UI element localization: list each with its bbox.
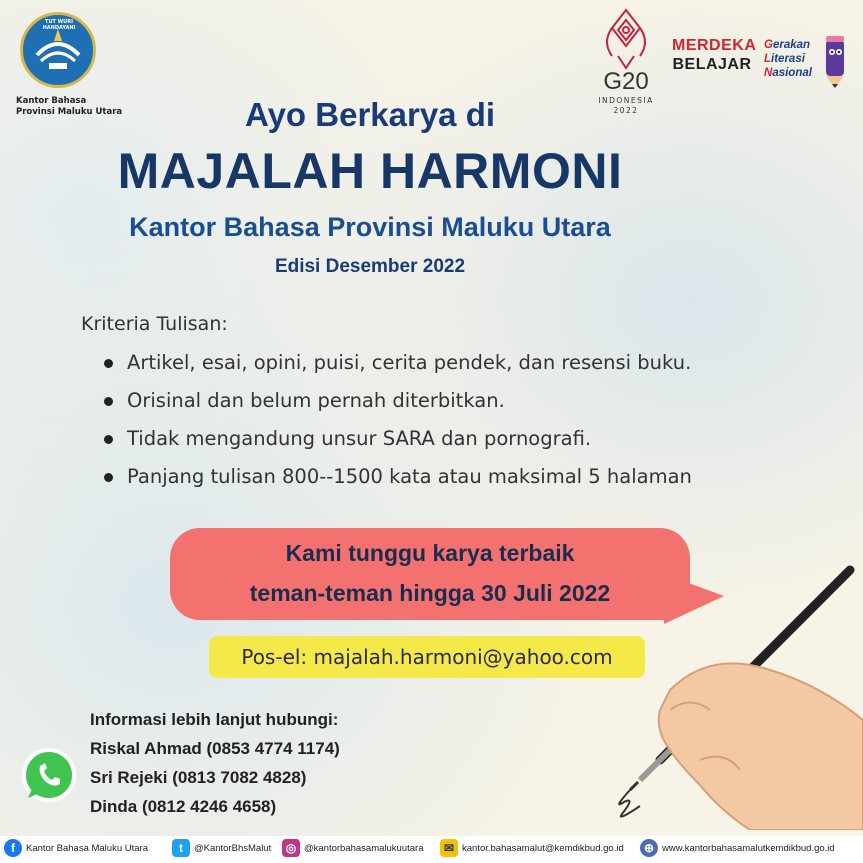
org-caption-line1: Kantor Bahasa [16,96,87,106]
criteria-text: Orisinal dan belum pernah diterbitkan. [127,389,505,412]
instagram-handle: @kantorbahasamalukuutara [304,842,424,854]
title-line1: Ayo Berkarya di [244,96,496,133]
gln-cap-g: G [764,39,773,51]
twitter-icon: t [172,839,190,857]
merdeka-line1: MERDEKA [672,37,757,54]
facebook-handle: Kantor Bahasa Maluku Utara [26,842,148,854]
gln-rest-2: iterasi [771,53,805,65]
gln-cap-n: N [764,67,773,79]
merdeka-belajar-logo [672,36,757,74]
callout-line2: teman-teman hingga 30 Juli 2022 [249,580,611,606]
contact-person: Sri Rejeki (0813 7082 4828) [90,768,307,787]
criteria-text: Artikel, esai, opini, puisi, cerita pendek, dan resensi buku. [127,351,692,374]
footer-twitter[interactable] [172,839,271,857]
hand-writing-illustration [600,560,863,830]
criteria-text: Panjang tulisan 800--1500 kata atau maksimal 5 halaman [127,465,692,488]
mail-address: kantor.bahasamalut@kemdikbud.go.id [462,842,624,854]
edition-label: Edisi Desember 2022 [274,256,466,277]
list-item [100,382,692,420]
instagram-icon: ◎ [282,839,300,857]
facebook-icon: f [4,839,22,857]
criteria-list [100,344,692,496]
list-item [100,458,692,496]
gln-rest-3: asional [772,67,812,79]
title-line3: Kantor Bahasa Provinsi Maluku Utara [129,212,611,242]
gln-logo [764,38,826,80]
gln-cap-l: L [764,53,772,65]
list-item [100,344,692,382]
bullet-icon [104,359,113,368]
bullet-icon [104,435,113,444]
callout-line1: Kami tunggu karya terbaik [285,540,575,566]
pencil-mascot-icon [818,30,852,90]
mail-icon: ✉ [440,839,458,857]
gln-rest-1: erakan [772,39,811,51]
footer-instagram[interactable] [282,839,424,857]
criteria-text: Tidak mengandung unsur SARA dan pornografi. [127,427,592,450]
bullet-icon [104,473,113,482]
globe-icon: ⊕ [640,839,658,857]
contact-person: Dinda (0812 4246 4658) [90,797,277,816]
list-item [100,420,692,458]
footer-web[interactable] [640,839,835,857]
whatsapp-icon[interactable] [20,746,78,804]
criteria-heading: Kriteria Tulisan: [81,313,228,335]
contact-heading: Informasi lebih lanjut hubungi: [90,710,339,729]
footer-mail[interactable] [440,839,624,857]
email-badge[interactable]: Pos-el: majalah.harmoni@yahoo.com [209,636,645,678]
merdeka-line2: BELAJAR [672,56,752,73]
g20-year: 2022 [613,106,639,115]
bullet-icon [104,397,113,406]
tut-motto: TUT WURI HANDAYANI [42,19,76,31]
tut-wuri-handayani-logo [20,12,96,88]
g20-label: G20 [603,68,649,95]
g20-country: INDONESIA [598,96,654,105]
web-address: www.kantorbahasamalutkemdikbud.go.id [662,842,835,854]
contact-person: Riskal Ahmad (0853 4774 1174) [90,739,340,758]
footer-facebook[interactable] [4,839,148,857]
twitter-handle: @KantorBhsMalut [194,842,272,854]
org-caption-line2: Provinsi Maluku Utara [16,107,123,117]
page-title: MAJALAH HARMONI [117,143,623,199]
